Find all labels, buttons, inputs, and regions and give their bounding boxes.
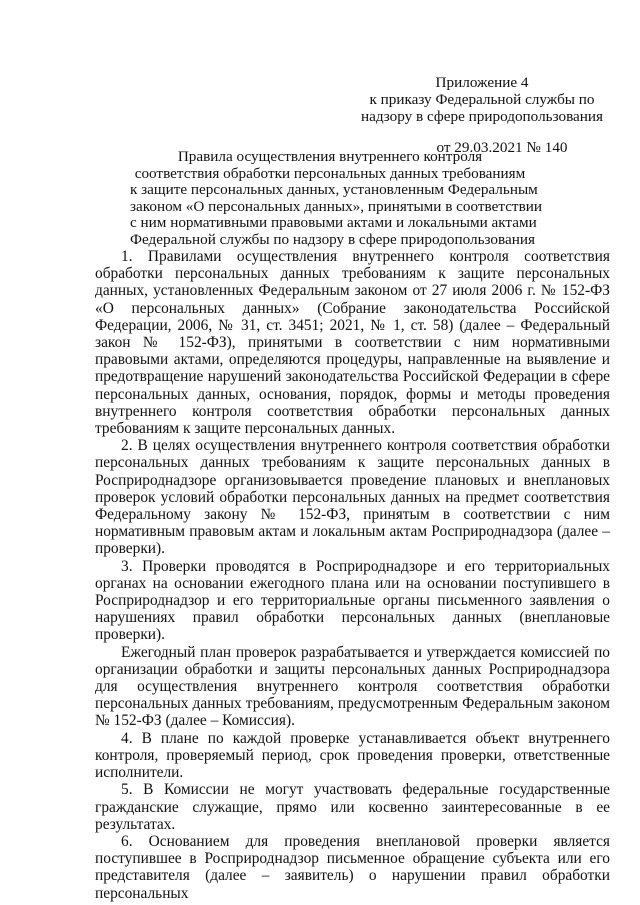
- paragraph-3: 3. Проверки проводятся в Росприроднадзоре и его территориальных органах на основании ежегодного плана или на основании поступившего в Росприроднадзор и его территориальные органы письменного заявления о нарушениях правил обработки персональных данных (внеплановые проверки).: [95, 557, 610, 644]
- paragraph-6: 6. Основанием для проведения внеплановой проверки является поступившее в Росприроднадзор письменное обращение субъекта или его представителя (далее – заявитель) о нарушении правил обработки персональных: [95, 832, 610, 902]
- appendix-agency-line: надзору в сфере природопользования: [360, 108, 604, 125]
- paragraph-annual-plan: Ежегодный план проверок разрабатывается и утверждается комиссией по организации обработки и защиты персональных данных Росприроднадзора для осуществления внутреннего контроля соответствия обработки персональных данных требованиям, предусмотренным Федеральным законом № 152-ФЗ (далее – Комиссия).: [95, 643, 610, 730]
- document-body: [95, 248, 610, 902]
- heading-line: Правила осуществления внутреннего контроля: [177, 148, 483, 165]
- heading-line: Федеральной службы по надзору в сфере природопользования: [130, 230, 535, 248]
- heading-line: соответствия обработки персональных данных требованиям: [134, 164, 526, 182]
- appendix-title: Приложение 4: [435, 74, 529, 91]
- appendix-date-number: от 29.03.2021 № 140: [436, 139, 568, 156]
- appendix-order-line: к приказу Федеральной службы по: [369, 91, 595, 108]
- document-heading: [130, 148, 542, 249]
- heading-line: законом «О персональных данных», принятыми в соответствии: [130, 197, 542, 215]
- heading-line: с ним нормативными правовыми актами и локальными актами: [130, 214, 537, 232]
- paragraph-5: 5. В Комиссии не могут участвовать федеральные государственные гражданские служащие, прямо или косвенно заинтересованные в ее результатах.: [95, 781, 610, 833]
- heading-line: к защите персональных данных, установленным Федеральным: [130, 181, 538, 199]
- appendix-block: [352, 74, 612, 156]
- paragraph-2: 2. В целях осуществления внутреннего контроля соответствия обработки персональных данных требованиям к защите персональных данных в Росприроднадзоре организовывается проведение плановых и внеплановых проверок условий обработки персональных данных на предмет соответствия Федеральному закону № 152-ФЗ, принятым в соответствии с ним нормативным правовым актам и локальным актам Росприроднадзора (далее – проверки).: [95, 437, 610, 558]
- paragraph-4: 4. В плане по каждой проверке устанавливается объект внутреннего контроля, проверяемый период, срок проведения проверки, ответственные исполнители.: [95, 729, 610, 782]
- paragraph-1: 1. Правилами осуществления внутреннего контроля соответствия обработки персональных данных требованиям к защите персональных данных, установленных Федеральным законом от 27 июля 2006 г. № 152-ФЗ «О персональных данных» (Собрание законодательства Российской Федерации, 2006, № 31, ст. 3451; 2021, № 1, ст. 58) (далее – Федеральный закон № 152-ФЗ), принятыми в соответствии с ним нормативными правовыми актами, определяются процедуры, направленные на выявление и предотвращение нарушений законодательства Российской Федерации в сфере персональных данных, основания, порядок, формы и методы проведения внутреннего контроля соответствия обработки персональных данных требованиям к защите персональных данных.: [95, 248, 610, 438]
